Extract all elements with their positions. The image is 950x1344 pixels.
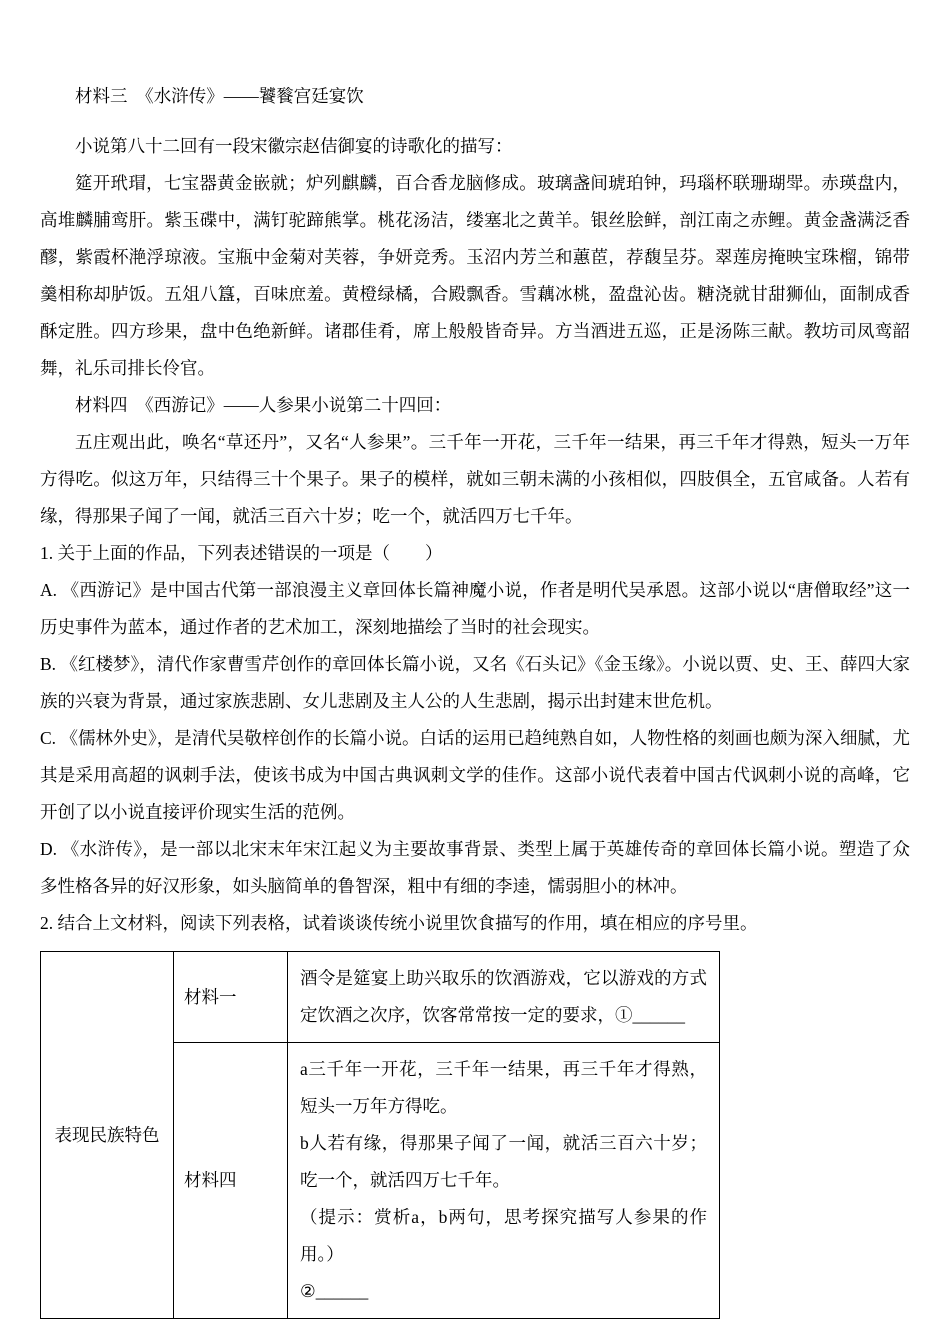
table-row — [41, 952, 720, 1043]
material-3-intro: 小说第八十二回有一段宋徽宗赵佶御宴的诗歌化的描写： — [75, 136, 513, 156]
material-3-quote: 筵开玳瑁，七宝器黄金嵌就；炉列麒麟，百合香龙脑修成。玻璃盏间琥珀钟，玛瑙杯联珊瑚斝。赤瑛盘内，高堆麟脯鸾肝。紫玉碟中，满钉驼蹄熊掌。桃花汤洁，缕塞北之黄羊。银丝脍鲜，剖江南之赤鲤。黄金盏满泛香醪，紫霞杯滟浮琼液。宝瓶中金菊对芙蓉，争妍竞秀。玉沼内芳兰和蕙茞，荐馥呈芬。翠莲房掩映宝珠榴，锦带羹相称却胪饭。五俎八簋，百味庶羞。黄橙绿橘，合殿飘香。雪藕冰桃，盈盘沁齿。糖浇就甘甜狮仙，面制成香酥定胜。四方珍果，盘中色绝新鲜。诸郡佳肴，席上般般皆奇异。方当酒进五巡，正是汤陈三献。教坊司凤鸾韶舞，礼乐司排长伶官。 — [40, 173, 910, 378]
analysis-table — [40, 951, 720, 1319]
table-material-4-text-a: a三千年一开花，三千年一结果，再三千年才得熟，短头一万年方得吃。 — [300, 1059, 707, 1116]
table-material-4-content-cell — [288, 1043, 720, 1319]
question-1-option-b: B. 《红楼梦》，清代作家曹雪芹创作的章回体长篇小说，又名《石头记》《金玉缘》。小说以贾、史、王、薛四大家族的兴衰为背景，通过家族悲剧、女儿悲剧及主人公的人生悲剧，揭示出封建末世危机。 — [40, 654, 910, 711]
table-material-4-text-b: b人若有缘，得那果子闻了一闻，就活三百六十岁；吃一个，就活四万七千年。 — [300, 1133, 707, 1190]
table-theme-label: 表现民族特色 — [54, 1124, 160, 1145]
table-material-1-content-cell — [288, 952, 720, 1043]
table-theme-cell — [41, 952, 174, 1319]
material-4-quote: 五庄观出此，唤名“草还丹”，又名“人参果”。三千年一开花，三千年一结果，再三千年才得熟，短头一万年方得吃。似这万年，只结得三十个果子。果子的模样，就如三朝未满的小孩相似，四肢俱全，五官咸备。人若有缘，得那果子闻了一闻，就活三百六十岁；吃一个，就活四万七千年。 — [40, 432, 910, 526]
table-material-1-label-cell — [174, 952, 288, 1043]
material-4-heading: 材料四 《西游记》——人参果小说第二十四回： — [75, 395, 452, 415]
question-1: 1. 关于上面的作品，下列表述错误的一项是（ ） — [40, 543, 443, 563]
question-1-option-c: C. 《儒林外史》，是清代吴敬梓创作的长篇小说。白话的运用已趋纯熟自如，人物性格的刻画也颇为深入细腻，尤其是采用高超的讽刺手法，使该书成为中国古典讽刺文学的佳作。这部小说代表着中国古代讽刺小说的高峰，它开创了以小说直接评价现实生活的范例。 — [40, 728, 910, 822]
question-2: 2. 结合上文材料，阅读下列表格，试着谈谈传统小说里饮食描写的作用，填在相应的序号里。 — [40, 913, 758, 933]
table-material-1-label: 材料一 — [184, 986, 237, 1007]
table-material-4-hint: （提示：赏析a，b两句，思考探究描写人参果的作用。） — [300, 1207, 707, 1264]
table-material-4-label: 材料四 — [184, 1170, 237, 1190]
table-material-4-blank: ②______ — [300, 1281, 369, 1301]
table-material-4-label-cell — [174, 1043, 288, 1319]
question-1-option-a: A. 《西游记》是中国古代第一部浪漫主义章回体长篇神魔小说，作者是明代吴承恩。这部小说以“唐僧取经”这一历史事件为蓝本，通过作者的艺术加工，深刻地描绘了当时的社会现实。 — [40, 580, 910, 637]
table-material-1-text: 酒令是筵宴上助兴取乐的饮酒游戏，它以游戏的方式定饮酒之次序，饮客常常按一定的要求，①______ — [300, 968, 707, 1025]
question-1-option-d: D. 《水浒传》，是一部以北宋末年宋江起义为主要故事背景、类型上属于英雄传奇的章回体长篇小说。塑造了众多性格各异的好汉形象，如头脑简单的鲁智深，粗中有细的李逵，懦弱胆小的林冲。 — [40, 839, 910, 896]
material-3-heading: 材料三 《水浒传》——饕餮宫廷宴饮 — [75, 86, 364, 106]
